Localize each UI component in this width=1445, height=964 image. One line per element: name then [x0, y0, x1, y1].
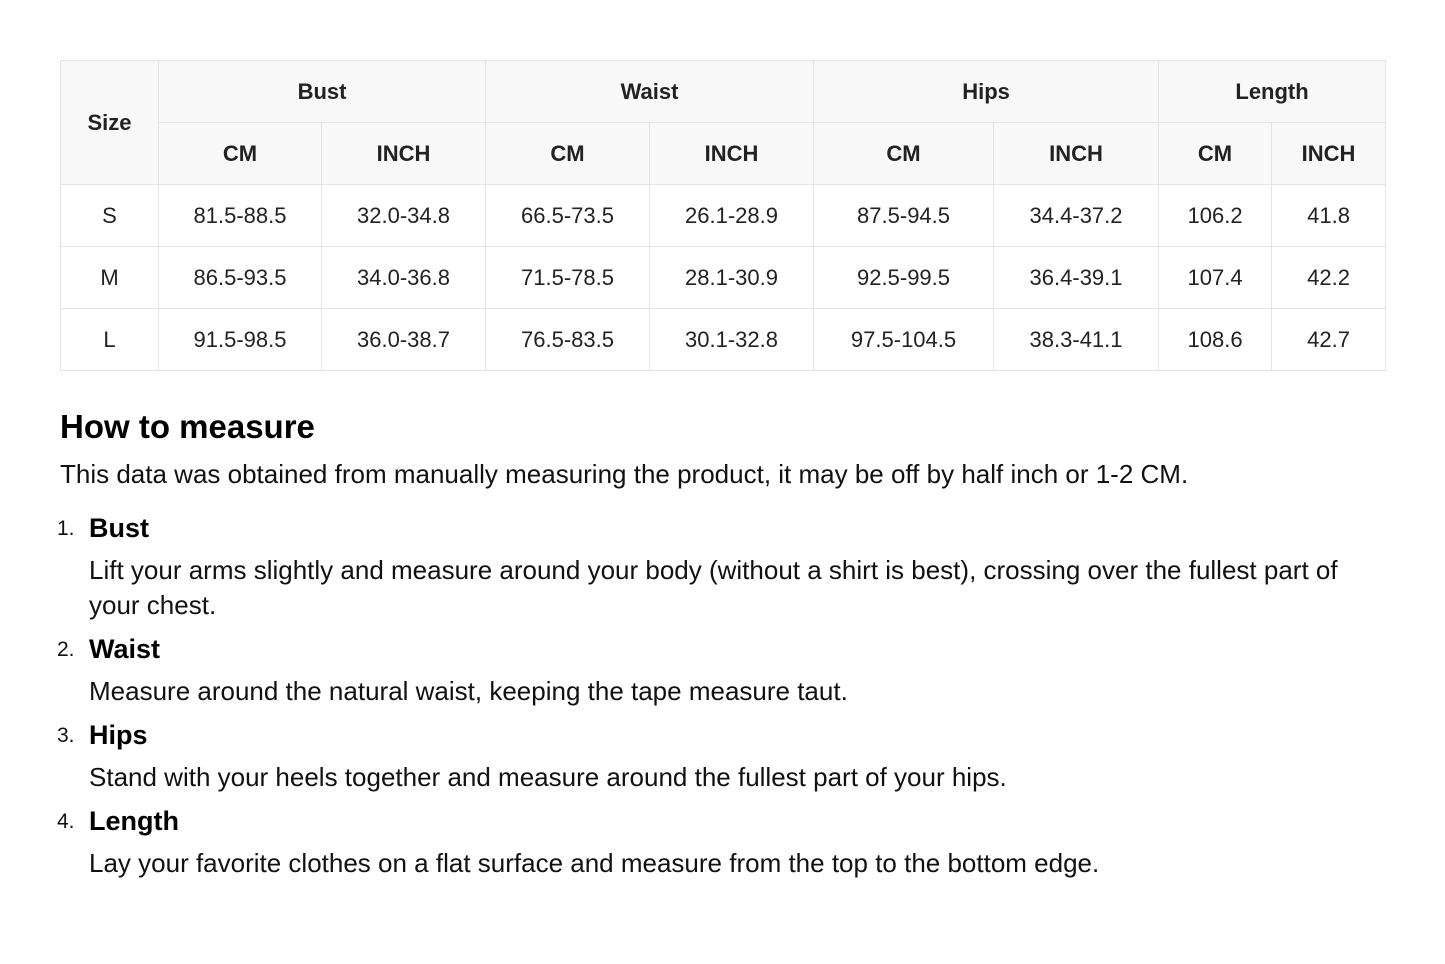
table-cell: 71.5-78.5 — [486, 247, 650, 309]
table-cell: 108.6 — [1159, 309, 1272, 371]
table-cell: 81.5-88.5 — [159, 185, 322, 247]
table-cell: 92.5-99.5 — [814, 247, 994, 309]
size-cell: S — [61, 185, 159, 247]
table-row — [61, 185, 1386, 247]
table-cell: 36.0-38.7 — [322, 309, 486, 371]
table-cell: 42.7 — [1272, 309, 1386, 371]
step-number: 2. — [57, 638, 75, 661]
unit-header: INCH — [1272, 123, 1386, 185]
table-cell: 38.3-41.1 — [994, 309, 1159, 371]
unit-header: CM — [1159, 123, 1272, 185]
size-chart-table — [60, 60, 1386, 371]
step-desc-length: Lay your favorite clothes on a flat surface and measure from the top to the bottom edge. — [89, 848, 1100, 878]
table-cell: 91.5-98.5 — [159, 309, 322, 371]
step-title-waist: Waist — [89, 634, 161, 664]
size-cell: M — [61, 247, 159, 309]
table-cell: 34.4-37.2 — [994, 185, 1159, 247]
waist-header: Waist — [486, 61, 814, 123]
size-header: Size — [61, 61, 159, 185]
table-cell: 41.8 — [1272, 185, 1386, 247]
table-cell: 106.2 — [1159, 185, 1272, 247]
length-header: Length — [1159, 61, 1386, 123]
list-item — [57, 804, 1385, 881]
table-cell: 28.1-30.9 — [650, 247, 814, 309]
table-cell: 30.1-32.8 — [650, 309, 814, 371]
measure-steps-list — [57, 511, 1385, 881]
table-cell: 87.5-94.5 — [814, 185, 994, 247]
step-title-length: Length — [89, 806, 179, 836]
size-cell: L — [61, 309, 159, 371]
hips-header: Hips — [814, 61, 1159, 123]
header-row-groups — [61, 61, 1386, 123]
list-item — [57, 718, 1385, 795]
step-number: 1. — [57, 517, 75, 540]
unit-header: CM — [159, 123, 322, 185]
table-cell: 26.1-28.9 — [650, 185, 814, 247]
table-cell: 97.5-104.5 — [814, 309, 994, 371]
step-desc-bust: Lift your arms slightly and measure around your body (without a shirt is best), crossing over the fullest part of your chest. — [89, 555, 1338, 620]
header-row-units — [61, 123, 1386, 185]
step-number: 3. — [57, 724, 75, 747]
unit-header: INCH — [322, 123, 486, 185]
step-title-hips: Hips — [89, 720, 148, 750]
table-cell: 34.0-36.8 — [322, 247, 486, 309]
size-guide — [57, 60, 1385, 890]
step-desc-waist: Measure around the natural waist, keeping the tape measure taut. — [89, 676, 848, 706]
list-item — [57, 511, 1385, 623]
unit-header: INCH — [650, 123, 814, 185]
unit-header: INCH — [994, 123, 1159, 185]
table-cell: 32.0-34.8 — [322, 185, 486, 247]
table-cell: 36.4-39.1 — [994, 247, 1159, 309]
bust-header: Bust — [159, 61, 486, 123]
step-number: 4. — [57, 810, 75, 833]
step-desc-hips: Stand with your heels together and measure around the fullest part of your hips. — [89, 762, 1007, 792]
table-cell: 86.5-93.5 — [159, 247, 322, 309]
table-cell: 107.4 — [1159, 247, 1272, 309]
table-row — [61, 247, 1386, 309]
measure-intro: This data was obtained from manually measuring the product, it may be off by half inch or 1-2 CM. — [60, 459, 1189, 489]
how-to-measure-title: How to measure — [60, 408, 315, 445]
table-cell: 42.2 — [1272, 247, 1386, 309]
unit-header: CM — [814, 123, 994, 185]
table-cell: 76.5-83.5 — [486, 309, 650, 371]
unit-header: CM — [486, 123, 650, 185]
table-row — [61, 309, 1386, 371]
table-cell: 66.5-73.5 — [486, 185, 650, 247]
step-title-bust: Bust — [89, 513, 149, 543]
list-item — [57, 632, 1385, 709]
